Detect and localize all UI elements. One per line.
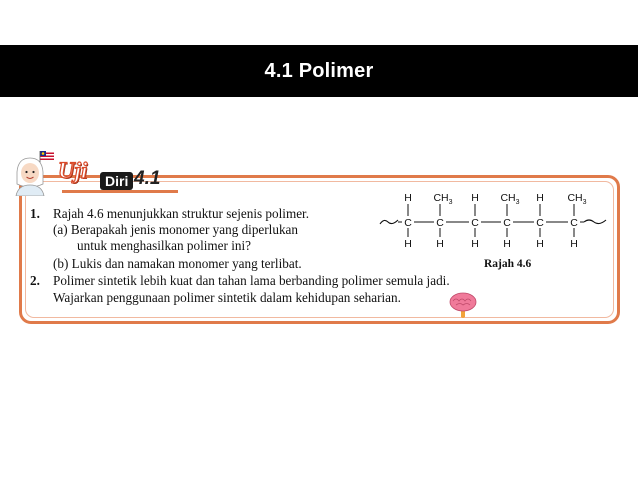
top-group-label: $CH_3$ xyxy=(433,192,453,206)
chain-end-left xyxy=(380,220,398,224)
question-1a-line1: (a) Berapakah jenis monomer yang diperlukan xyxy=(53,222,298,237)
backbone-atom: C xyxy=(436,217,444,229)
question-2-number: 2. xyxy=(30,273,40,288)
question-2-line2: Wajarkan penggunaan polimer sintetik dalam kehidupan seharian. xyxy=(53,290,401,305)
question-1-text: Rajah 4.6 menunjukkan struktur sejenis polimer. xyxy=(53,206,310,221)
badge-underline xyxy=(62,190,178,193)
question-1b-line1: (b) Lukis dan namakan monomer yang terlibat. xyxy=(53,256,302,271)
top-group-label: H xyxy=(404,192,412,204)
brain-icon xyxy=(448,291,478,319)
bottom-group-label: H xyxy=(404,238,412,250)
page-title: 4.1 Polimer xyxy=(264,59,374,82)
bottom-group-label: H xyxy=(436,238,444,250)
backbone-atom: C xyxy=(570,217,578,229)
backbone-atom: C xyxy=(536,217,544,229)
title-bar xyxy=(0,45,638,97)
exercise-number: 4.1 xyxy=(134,168,161,189)
backbone-atom: C xyxy=(503,217,511,229)
polymer-structure-diagram xyxy=(378,190,608,254)
uji-diri-badge xyxy=(10,150,180,196)
backbone-atom: C xyxy=(471,217,479,229)
chain-end-right xyxy=(584,220,606,224)
bottom-group-label: H xyxy=(536,238,544,250)
bottom-group-label: H xyxy=(570,238,578,250)
question-1a-line2: untuk menghasilkan polimer ini? xyxy=(77,238,251,253)
backbone-atom: C xyxy=(404,217,412,229)
bottom-group-label: H xyxy=(471,238,479,250)
question-1-number: 1. xyxy=(30,206,40,221)
diri-label: Diri xyxy=(100,172,133,190)
top-group-label: H xyxy=(471,192,479,204)
bottom-group-label: H xyxy=(503,238,511,250)
figure-caption: Rajah 4.6 xyxy=(484,258,532,270)
top-group-label: $CH_3$ xyxy=(500,192,520,206)
uji-label: Uji xyxy=(58,158,88,183)
student-avatar-icon xyxy=(10,150,60,196)
top-group-label: H xyxy=(536,192,544,204)
question-2-line1: Polimer sintetik lebih kuat dan tahan lama berbanding polimer semula jadi. xyxy=(53,273,450,288)
top-group-label: $CH_3$ xyxy=(567,192,587,206)
